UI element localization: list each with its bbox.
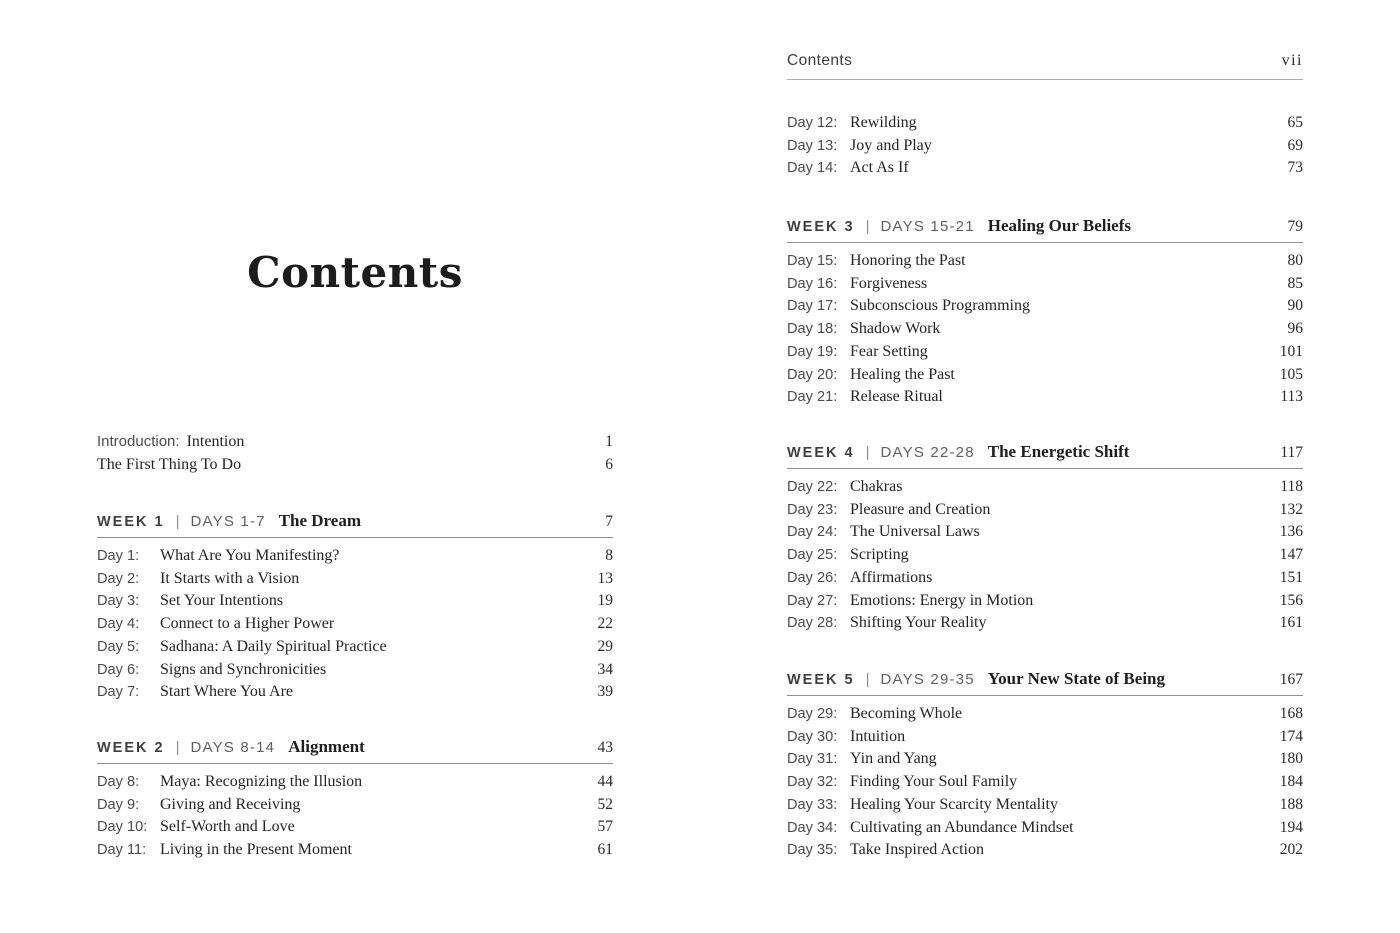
toc-row (97, 613, 613, 636)
section-week-3 (787, 214, 1303, 409)
day-label: Day 15: (787, 253, 838, 269)
day-label: Day 34: (787, 819, 838, 836)
page-left (97, 0, 613, 933)
entry-page-number: 161 (1279, 614, 1303, 632)
toc-row (97, 636, 613, 659)
section-week-5 (787, 667, 1303, 862)
section-heading (787, 440, 1303, 469)
entry-title: Shadow Work (850, 320, 941, 338)
entry-page-number: 132 (1279, 500, 1303, 518)
toc-row (787, 567, 1303, 590)
entry-title: Fear Setting (850, 342, 928, 360)
toc-row (787, 612, 1303, 635)
days-range-label: DAYS 22-28 (880, 444, 975, 461)
entry-page-number: 13 (597, 569, 613, 587)
entry-page-number: 194 (1279, 818, 1303, 836)
section-heading (787, 667, 1303, 696)
entry-title: Intuition (850, 727, 906, 745)
toc-row (787, 544, 1303, 567)
entry-page-number: 69 (1287, 136, 1303, 154)
entry-page-number: 113 (1280, 388, 1303, 406)
entry-title: Finding Your Soul Family (850, 773, 1018, 791)
toc-row (787, 341, 1303, 364)
section-page-number: 117 (1280, 444, 1303, 461)
toc-row (97, 681, 613, 704)
entry-page-number: 85 (1287, 274, 1303, 292)
entry-page-number: 101 (1279, 342, 1303, 360)
day-label: Day 10: (97, 819, 148, 836)
toc-row (787, 386, 1303, 409)
toc-row (787, 726, 1303, 749)
entry-page-number: 39 (597, 683, 613, 701)
section-name: Healing Our Beliefs (987, 216, 1132, 235)
entry-page-number: 151 (1279, 568, 1303, 586)
entry-title: Intention (186, 433, 245, 450)
heading-separator: | (865, 444, 870, 461)
entry-title: Cultivating an Abundance Mindset (850, 818, 1074, 836)
entry-page-number: 65 (1287, 114, 1303, 131)
entry-title: Start Where You Are (160, 683, 294, 701)
entry-title: Forgiveness (850, 274, 928, 292)
toc-row (787, 748, 1303, 771)
entry-page-number: 6 (605, 456, 613, 473)
entry-page-number: 73 (1287, 159, 1303, 177)
entry-title: Joy and Play (850, 136, 932, 154)
entry-title: Pleasure and Creation (850, 500, 991, 518)
section-page-number: 167 (1279, 671, 1303, 688)
toc-row (787, 817, 1303, 840)
heading-separator: | (175, 739, 180, 756)
entry-page-number: 96 (1287, 320, 1303, 338)
entry-title: Giving and Receiving (160, 795, 301, 813)
day-label: Day 8: (97, 774, 140, 790)
entry-page-number: 90 (1287, 297, 1303, 315)
day-label: Day 18: (787, 321, 838, 338)
entry-title: Scripting (850, 546, 909, 564)
toc-row (787, 703, 1303, 726)
day-label: Day 14: (787, 160, 838, 177)
day-label: Day 3: (97, 593, 140, 610)
week-2-continuation-rows (787, 112, 1303, 180)
entry-page-number: 156 (1279, 591, 1303, 609)
week-1-rows (97, 545, 613, 704)
entry-label: Introduction: (97, 433, 180, 450)
day-label: Day 2: (97, 570, 140, 587)
day-label: Day 1: (97, 548, 140, 564)
day-label: Day 33: (787, 796, 838, 813)
entry-page-number: 44 (597, 773, 613, 790)
entry-page-number: 202 (1279, 841, 1303, 859)
entry-title: Maya: Recognizing the Illusion (160, 773, 363, 790)
toc-row (97, 816, 613, 839)
entry-title: The Universal Laws (850, 523, 980, 541)
section-week-1 (97, 509, 613, 704)
day-label: Day 7: (97, 684, 140, 701)
week-5-rows (787, 703, 1303, 862)
toc-row (787, 318, 1303, 341)
entry-page-number: 184 (1279, 773, 1303, 791)
day-label: Day 24: (787, 524, 838, 541)
day-label: Day 26: (787, 569, 838, 586)
day-label: Day 6: (97, 661, 140, 678)
section-heading (787, 214, 1303, 243)
toc-row (787, 273, 1303, 296)
day-label: Day 17: (787, 298, 838, 315)
day-label: Day 28: (787, 615, 838, 632)
entry-title: The First Thing To Do (97, 456, 242, 473)
heading-separator: | (865, 671, 870, 688)
toc-row (787, 499, 1303, 522)
day-label: Day 23: (787, 501, 838, 518)
week-label: WEEK 2 (97, 740, 165, 756)
week-label: WEEK 3 (787, 219, 855, 235)
running-header (787, 50, 1303, 80)
entry-page-number: 80 (1287, 252, 1303, 269)
heading-separator: | (175, 513, 180, 530)
entry-title: Sadhana: A Daily Spiritual Practice (160, 637, 387, 655)
front-matter-row (97, 453, 613, 476)
toc-row (97, 794, 613, 817)
entry-page-number: 8 (605, 547, 613, 564)
entry-page-number: 188 (1279, 795, 1303, 813)
toc-row (787, 794, 1303, 817)
entry-title: Act As If (850, 159, 909, 177)
entry-page-number: 168 (1279, 705, 1303, 722)
entry-title: Affirmations (850, 568, 933, 586)
toc-row (787, 590, 1303, 613)
day-label: Day 35: (787, 842, 838, 859)
entry-page-number: 52 (597, 795, 613, 813)
entry-title: Connect to a Higher Power (160, 615, 335, 633)
entry-title: Subconscious Programming (850, 297, 1030, 315)
day-label: Day 9: (97, 796, 140, 813)
week-3-rows (787, 250, 1303, 409)
entry-page-number: 105 (1279, 365, 1303, 383)
toc-row (787, 112, 1303, 135)
day-label: Day 29: (787, 706, 838, 722)
section-name: The Dream (278, 511, 361, 530)
entry-page-number: 136 (1279, 523, 1303, 541)
section-name: Alignment (288, 737, 365, 756)
section-week-2 (97, 735, 613, 862)
day-label: Day 12: (787, 115, 838, 131)
day-label: Day 27: (787, 592, 838, 609)
days-range-label: DAYS 8-14 (190, 739, 276, 756)
running-header-title: Contents (787, 52, 853, 69)
entry-page-number: 29 (597, 637, 613, 655)
section-page-number: 79 (1287, 218, 1303, 235)
front-matter-row (97, 430, 613, 453)
entry-title: Emotions: Energy in Motion (850, 591, 1034, 609)
entry-page-number: 118 (1280, 478, 1303, 495)
week-label: WEEK 4 (787, 445, 855, 461)
entry-title: Healing Your Scarcity Mentality (850, 795, 1058, 813)
days-range-label: DAYS 1-7 (190, 513, 266, 530)
toc-row (787, 135, 1303, 158)
entry-title: What Are You Manifesting? (160, 547, 340, 564)
entry-page-number: 147 (1279, 546, 1303, 564)
toc-row (787, 771, 1303, 794)
entry-title: Honoring the Past (850, 252, 966, 269)
day-label: Day 11: (97, 842, 147, 859)
section-heading (97, 735, 613, 764)
toc-row (787, 364, 1303, 387)
day-label: Day 31: (787, 751, 838, 768)
day-label: Day 21: (787, 389, 838, 406)
page-folio: vii (1281, 52, 1303, 69)
toc-row (97, 590, 613, 613)
section-page-number: 7 (605, 513, 613, 530)
day-label: Day 25: (787, 547, 838, 564)
entry-title: Rewilding (850, 114, 917, 131)
entry-title: Becoming Whole (850, 705, 963, 722)
toc-row (97, 839, 613, 862)
day-label: Day 22: (787, 479, 838, 495)
entry-page-number: 22 (597, 615, 613, 633)
toc-row (787, 839, 1303, 862)
days-range-label: DAYS 15-21 (880, 218, 975, 235)
day-label: Day 32: (787, 774, 838, 791)
page-right (787, 0, 1303, 933)
day-label: Day 19: (787, 343, 838, 360)
page-title: Contents (247, 248, 463, 297)
toc-row (787, 250, 1303, 273)
section-week-4 (787, 440, 1303, 635)
week-4-rows (787, 476, 1303, 635)
entry-title: Set Your Intentions (160, 592, 284, 610)
days-range-label: DAYS 29-35 (880, 671, 975, 688)
entry-title: Take Inspired Action (850, 841, 984, 859)
week-label: WEEK 5 (787, 672, 855, 688)
entry-title: Self-Worth and Love (160, 818, 295, 836)
entry-page-number: 57 (597, 818, 613, 836)
section-name: Your New State of Being (987, 669, 1165, 688)
toc-row (97, 771, 613, 794)
toc-row (787, 157, 1303, 180)
toc-row (787, 476, 1303, 499)
toc-row (97, 659, 613, 682)
section-heading (97, 509, 613, 538)
day-label: Day 13: (787, 137, 838, 154)
entry-page-number: 174 (1279, 727, 1303, 745)
entry-title: Chakras (850, 478, 903, 495)
front-matter-list (97, 430, 613, 476)
day-label: Day 30: (787, 728, 838, 745)
week-2-rows (97, 771, 613, 862)
entry-title: Yin and Yang (850, 750, 937, 768)
toc-row (97, 568, 613, 591)
entry-title: Healing the Past (850, 365, 955, 383)
section-name: The Energetic Shift (987, 442, 1130, 461)
day-label: Day 4: (97, 616, 140, 633)
entry-page-number: 19 (597, 592, 613, 610)
section-page-number: 43 (597, 739, 613, 756)
entry-title: Shifting Your Reality (850, 614, 987, 632)
entry-page-number: 1 (605, 433, 613, 450)
entry-title: Signs and Synchronicities (160, 660, 327, 678)
entry-page-number: 180 (1279, 750, 1303, 768)
entry-title: Release Ritual (850, 388, 943, 406)
day-label: Day 5: (97, 638, 140, 655)
toc-row (97, 545, 613, 568)
entry-title: Living in the Present Moment (160, 841, 352, 859)
entry-page-number: 34 (597, 660, 613, 678)
toc-row (787, 295, 1303, 318)
toc-row (787, 521, 1303, 544)
day-label: Day 20: (787, 366, 838, 383)
week-label: WEEK 1 (97, 514, 165, 530)
entry-page-number: 61 (597, 841, 613, 859)
entry-title: It Starts with a Vision (160, 569, 300, 587)
heading-separator: | (865, 218, 870, 235)
day-label: Day 16: (787, 275, 838, 292)
